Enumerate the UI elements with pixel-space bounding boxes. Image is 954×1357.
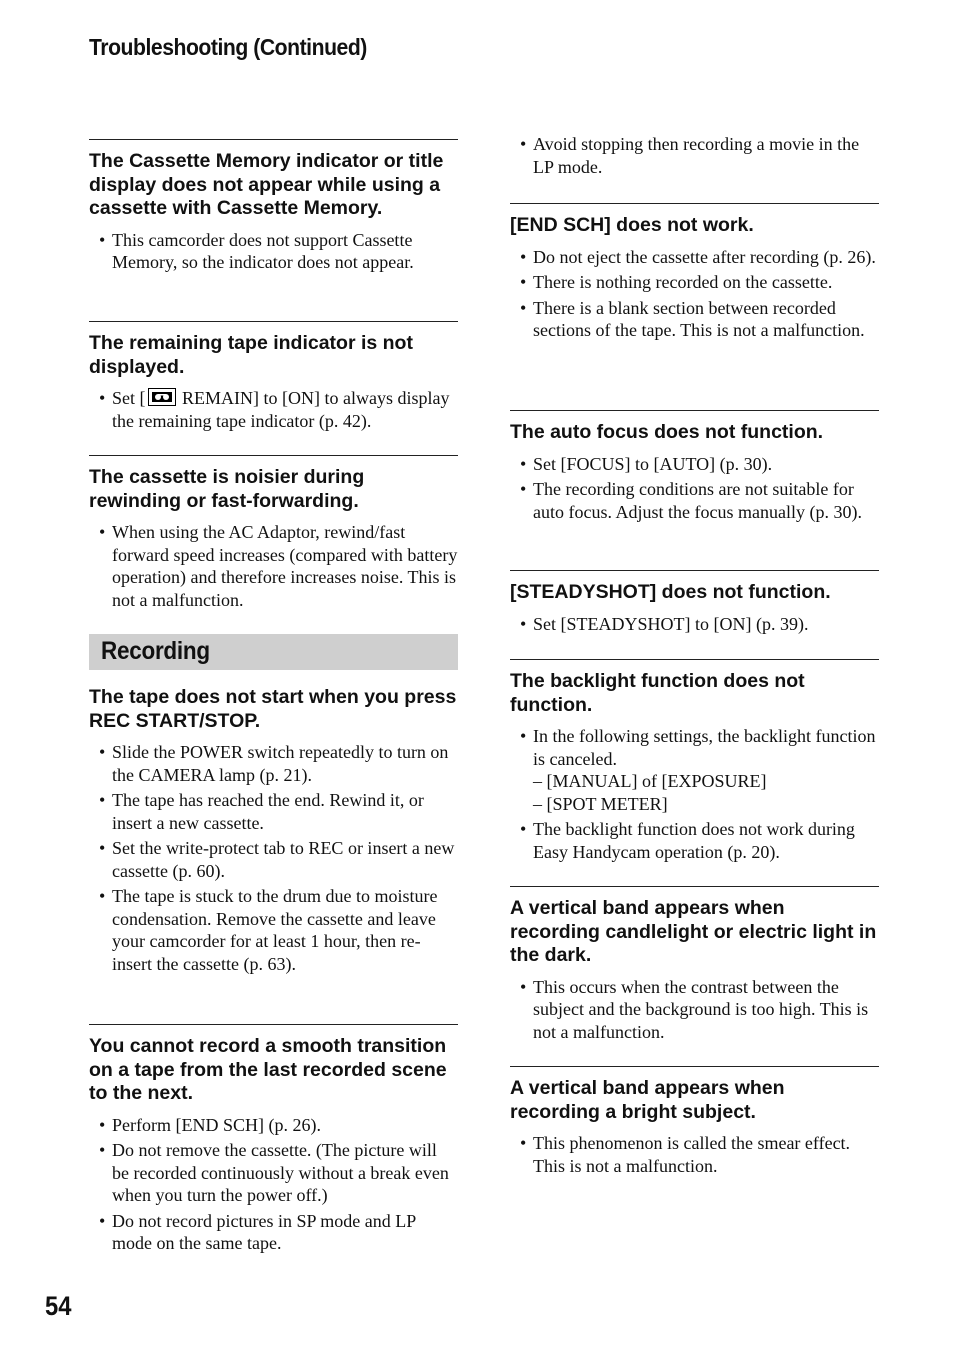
list-item: • There is a blank section between recorded sections of the tape. This is not a malfunction. [510,297,879,342]
section-vertical-band-bright [510,1066,879,1180]
tape-remain-icon [148,388,176,406]
section-title: The Cassette Memory indicator or title display does not appear while using a cassette with Cassette Memory. [89,150,444,219]
bullet-list [510,725,879,863]
list-item: • The tape is stuck to the drum due to moisture condensation. Remove the cassette and leave your camcorder for at least 1 hour, then re-insert the cassette (p. 63). [89,885,458,975]
list-item [510,725,879,815]
section-backlight [510,659,879,866]
sub-item: – [SPOT METER] [533,793,668,814]
section-title: You cannot record a smooth transition on a tape from the last recorded scene to the next. [89,1035,447,1104]
section-vertical-band-dark [510,886,879,1046]
bullet-list [510,1132,879,1177]
list-item: • The backlight function does not work during Easy Handycam operation (p. 20). [510,818,879,863]
list-item [89,387,458,432]
bullet-list [510,133,879,178]
list-item: • Set [STEADYSHOT] to [ON] (p. 39). [510,613,879,636]
section-auto-focus [510,410,879,526]
bullet-list [510,246,879,342]
bullet-list [89,229,458,274]
section-title: [STEADYSHOT] does not function. [510,581,831,603]
list-item: • Set the write-protect tab to REC or insert a new cassette (p. 60). [89,837,458,882]
list-item: • Do not record pictures in SP mode and LP mode on the same tape. [89,1210,458,1255]
section-smooth-transition [89,1024,458,1258]
list-item: • Set [FOCUS] to [AUTO] (p. 30). [510,453,879,476]
item-text: In the following settings, the backlight function is canceled. [533,726,876,769]
list-item: • Perform [END SCH] (p. 26). [89,1114,458,1137]
section-title: The tape does not start when you press REC START/STOP. [89,686,457,732]
section-continued [510,133,879,181]
bullet-list [89,387,458,432]
list-item: • When using the AC Adaptor, rewind/fast forward speed increases (compared with battery operation) and therefore increases noise. This is not a malfunction. [89,521,458,611]
section-cassette-memory [89,139,458,277]
section-title: The auto focus does not function. [510,421,824,443]
section-noisy-cassette [89,455,458,614]
list-item: • This camcorder does not support Cassette Memory, so the indicator does not appear. [89,229,458,274]
list-item: • Slide the POWER switch repeatedly to turn on the CAMERA lamp (p. 21). [89,741,458,786]
bullet-list [89,741,458,975]
list-item: • The tape has reached the end. Rewind it, or insert a new cassette. [89,789,458,834]
bullet-list [89,1114,458,1255]
recording-heading: Recording [101,637,210,665]
section-title: [END SCH] does not work. [510,214,754,236]
list-item: • Avoid stopping then recording a movie in the LP mode. [510,133,879,178]
bullet-list [89,521,458,611]
bullet-list [510,976,879,1044]
item-text-post: REMAIN] to [ON] to always display the remaining tape indicator (p. 42). [112,388,450,431]
section-tape-not-start [89,686,458,978]
list-item: • This phenomenon is called the smear effect. This is not a malfunction. [510,1132,879,1177]
list-item: • The recording conditions are not suitable for auto focus. Adjust the focus manually (p. 30). [510,478,879,523]
list-item: • There is nothing recorded on the cassette. [510,271,879,294]
section-steadyshot [510,570,879,638]
section-title: The remaining tape indicator is not displayed. [89,332,413,378]
page-number: 54 [45,1291,72,1321]
list-item: • Do not eject the cassette after recording (p. 26). [510,246,879,269]
bullet-list [510,453,879,524]
section-title: The backlight function does not function. [510,670,805,716]
bullet-list [510,613,879,636]
list-item: • Do not remove the cassette. (The picture will be recorded continuously without a break even when you turn the power off.) [89,1139,458,1207]
section-title: A vertical band appears when recording candlelight or electric light in the dark. [510,897,877,966]
section-title: A vertical band appears when recording a bright subject. [510,1077,785,1123]
section-title: The cassette is noisier during rewinding or fast-forwarding. [89,466,365,512]
list-item: • This occurs when the contrast between the subject and the background is too high. This is not a malfunction. [510,976,879,1044]
recording-heading-band [89,634,458,670]
item-text-pre: Set [ [112,388,146,408]
section-end-sch [510,203,879,345]
sub-item: – [MANUAL] of [EXPOSURE] [533,771,767,791]
page-header: Troubleshooting (Continued) [89,34,367,60]
section-remaining-tape [89,321,458,435]
